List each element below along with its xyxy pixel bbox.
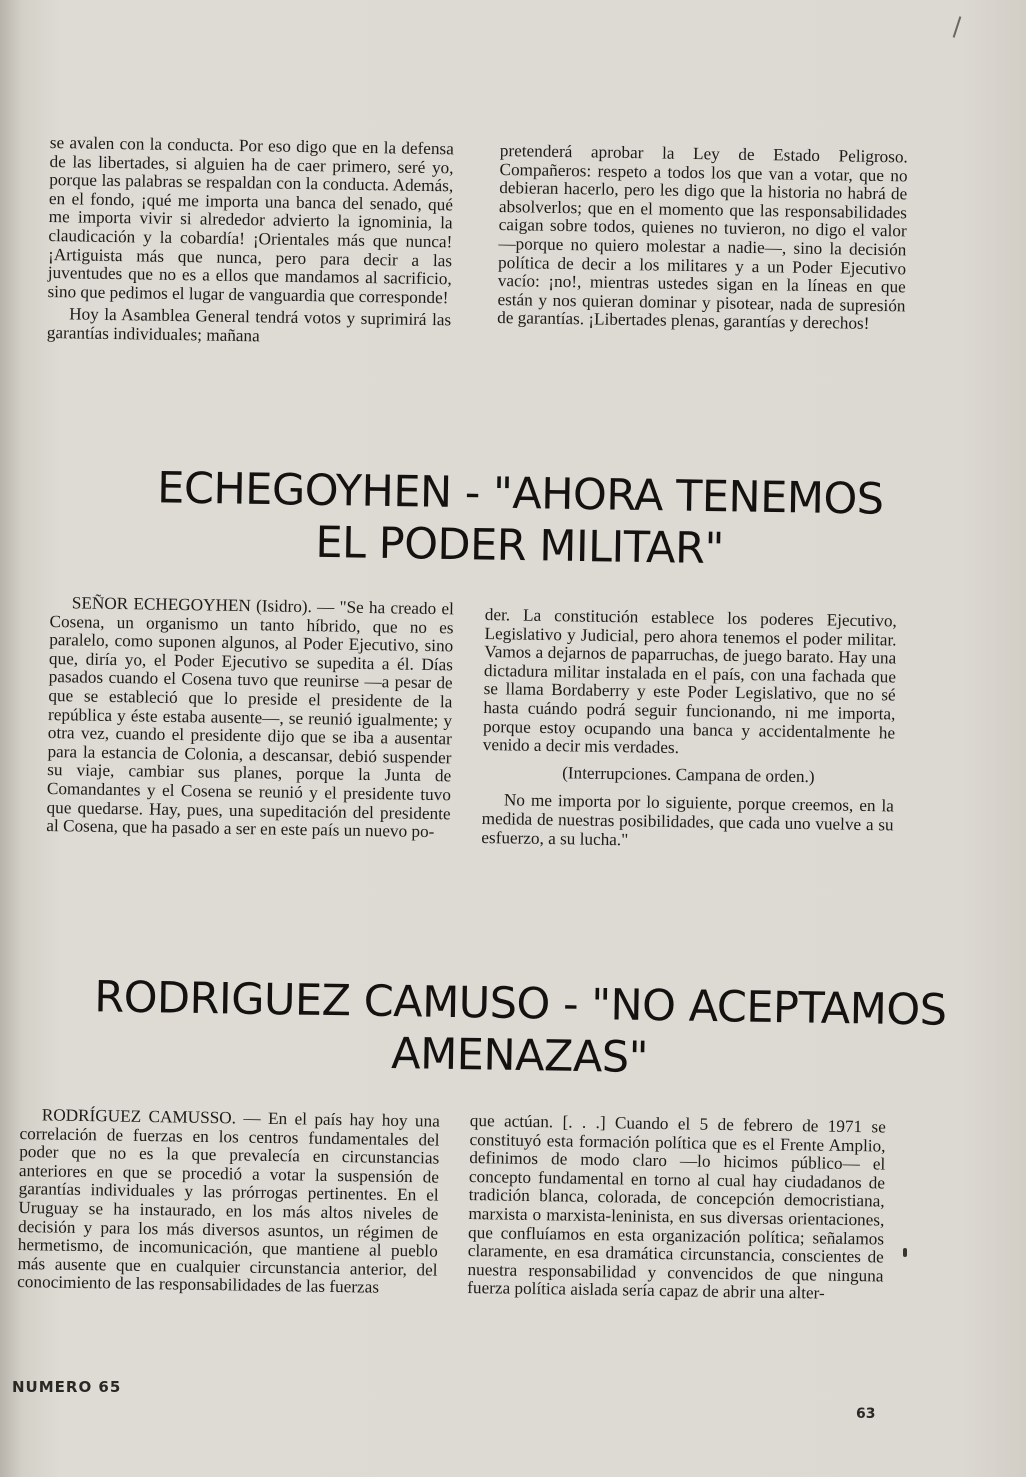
headline-echegoyhen — [59, 461, 981, 579]
section1-left-column — [47, 134, 454, 349]
headline1-line2: EL PODER MILITAR" — [315, 517, 725, 575]
section2-interruption: (Interrupciones. Campana de orden.) — [562, 762, 815, 786]
section2-left-p1: SEÑOR ECHEGOYHEN (Isidro). — "Se ha creado el Cosena, un organismo un tanto híbrido, que no es paralelo, como suponen algunos, al Poder Ejecutivo, sino que, diría yo, el Poder Ejecutivo se supedita a él. Días pasados cuando el Cosena tuvo que reunirse —a pesar de que se estableció que lo preside el presidente de la república y éste estaba ausente—, se reunió igualmente; y otra vez, cuando el presidente dijo que se iba a ausentar para la estancia de Colonia, a descansar, debió suspender su viaje, cambiar sus planes, porque la Junta de Comandantes y el Cosena se reunió y el presidente tuvo que quedarse. Hay, pues, una supeditación del presidente al Cosena, que ha pasado a ser en este país un nuevo po- — [46, 593, 454, 842]
page-number: 63 — [856, 1406, 876, 1422]
section1-right-p1: pretenderá aprobar la Ley de Estado Peligroso. Compañeros: respeto a todos los que van a votar, que no debieran hacerlo, pero les digo que la historia no habrá de absolverlos; que en el momento que las responsabilidades caigan sobre todos, quienes no tuvieron, no digo el valor —porque no quiero molestar a nadie—, sino la decisión política de decir a los militares y a un Poder Ejecutivo vacío: ¡no!, mientras ustedes sigan en la líneas en que están y nos quieran dominar y pisotear, nada de supresión de garantías. ¡Libertades plenas, garantías y derechos! — [497, 141, 908, 334]
section3-left-p1: RODRÍGUEZ CAMUSSO. — En el país hay hoy una correlación de fuerzas en los centros fundamentales del poder que no es la que prevalecía en circunstancias anteriores en que se procedió a votar la suspensión de garantías individuales y las prórrogas pertinentes. En el Uruguay se ha instaurado, en los más altos niveles de decisión y para los más diversos asuntos, un régimen de hermetismo, de incomunicación, que mantiene al pueblo más ausente que en cualquier circunstancia anterior, del conocimiento de las responsabilidades de las fuerzas — [17, 1105, 440, 1298]
headline2-line1: RODRIGUEZ CAMUSO - "NO ACEPTAMOS — [93, 972, 947, 1036]
section1-left-p1: se avalen con la conducta. Por eso digo que en la defensa de las libertades, si alguien ha de caer primero, seré yo, porque las palabras se respaldan con la conducta. Además, en el fondo, ¡qué me importa una banca del senado, qué me importa vivir si alrededor advierto la ignominia, la claudicación y la cobardía! ¡Orientales más que nunca! ¡Artiguista más que nunca, pero para decir a las juventudes que no es a ellos que mandamos al sacrificio, sino que pedimos el lugar de vanguardia que corresponde! — [47, 133, 454, 308]
section2-closing: No me importa por lo siguiente, porque creemos, en la medida de nuestras posibilidades, que cada uno vuelve a su esfuerzo, a su lucha." — [481, 790, 895, 849]
section3-left-column — [17, 1106, 440, 1299]
issue-number: NUMERO 65 — [12, 1378, 122, 1396]
headline2-line2: AMENAZAS" — [390, 1028, 649, 1084]
margin-dot — [903, 1248, 907, 1257]
section1-left-p2: Hoy la Asamblea General tendrá votos y suprimirá las garantías individuales; mañana — [46, 304, 452, 346]
section2-right-p1: der. La constitución establece los poderes Ejecutivo, Legislativo y Judicial, pero ahora tenemos el poder militar. Vamos a dejarnos de paparruchas, de juego barato. Hay una dictadura militar instalada en el país, con una fachada que se llama Bordaberry y este Poder Legislativo, que no sé hasta cuándo podrá seguir funcionando, ni me importa, porque estoy ocupando una banca y accidentalmente he venido a decir mis verdades. — [482, 605, 897, 758]
scan-mark — [953, 16, 962, 38]
section2-right-column — [481, 606, 897, 854]
section2-left-column — [46, 594, 454, 842]
headline-rodriguez-camuso — [59, 971, 981, 1089]
headline1-line1: ECHEGOYHEN - "AHORA TENEMOS — [156, 463, 884, 525]
section3-right-p1: que actúan. [. . .] Cuando el 5 de febrero de 1971 se constituyó esta formación política que es el Frente Amplio, definimos de modo claro —lo hicimos público— el concepto fundamental en torno al cual hay ciudadanos de tradición blanca, colorada, de concepción democristiana, marxista o marxista-leninista, en sus diversas orientaciones, que confluíamos en esta organización política; señalamos claramente, en esa dramática circunstancia, conscientes de nuestra responsabilidad y convencidos de que ninguna fuerza política aislada sería capaz de abrir una alter- — [467, 1111, 886, 1303]
section1-right-column — [497, 142, 908, 334]
section3-right-column — [467, 1112, 886, 1304]
